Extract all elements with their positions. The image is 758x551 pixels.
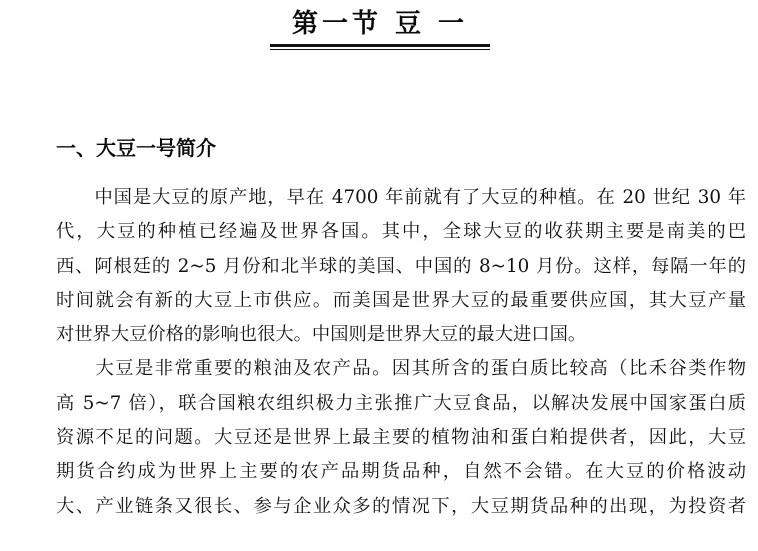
section-heading: 一、大豆一号简介 <box>56 136 216 160</box>
text-line: 期货合约成为世界上主要的农产品期货品种，自然不会错。在大豆的价格波动 <box>56 461 746 483</box>
text-line: 资源不足的问题。大豆还是世界上最主要的植物油和蛋白粕提供者，因此，大豆 <box>56 427 746 449</box>
body-text <box>56 181 746 524</box>
paragraph-2 <box>56 352 746 523</box>
text-line: 对世界大豆价格的影响也很大。中国则是世界大豆的最大进口国。 <box>56 324 587 346</box>
text-line: 中国是大豆的原产地，早在 4700 年前就有了大豆的种植。在 20 世纪 30 年 <box>56 187 746 208</box>
chapter-title: 第一节 豆 一 <box>291 9 469 39</box>
title-underline <box>270 44 490 47</box>
text-line: 大豆是非常重要的粮油及农产品。因其所含的蛋白质比较高（比禾谷类作物 <box>56 358 746 380</box>
title-underline-thin <box>270 49 490 50</box>
paragraph-1 <box>56 181 746 352</box>
text-line: 西、阿根廷的 2~5 月份和北半球的美国、中国的 8~10 月份。这样，每隔一年的 <box>56 255 746 277</box>
text-line: 代，大豆的种植已经遍及世界各国。其中，全球大豆的收获期主要是南美的巴 <box>56 221 746 243</box>
text-line: 高 5~7 倍），联合国粮农组织极力主张推广大豆食品，以解决发展中国家蛋白质 <box>56 392 746 414</box>
text-line: 时间就会有新的大豆上市供应。而美国是世界大豆的最重要供应国，其大豆产量 <box>56 289 746 311</box>
text-line: 大、产业链条又很长、参与企业众多的情况下，大豆期货品种的出现，为投资者 <box>56 495 746 517</box>
